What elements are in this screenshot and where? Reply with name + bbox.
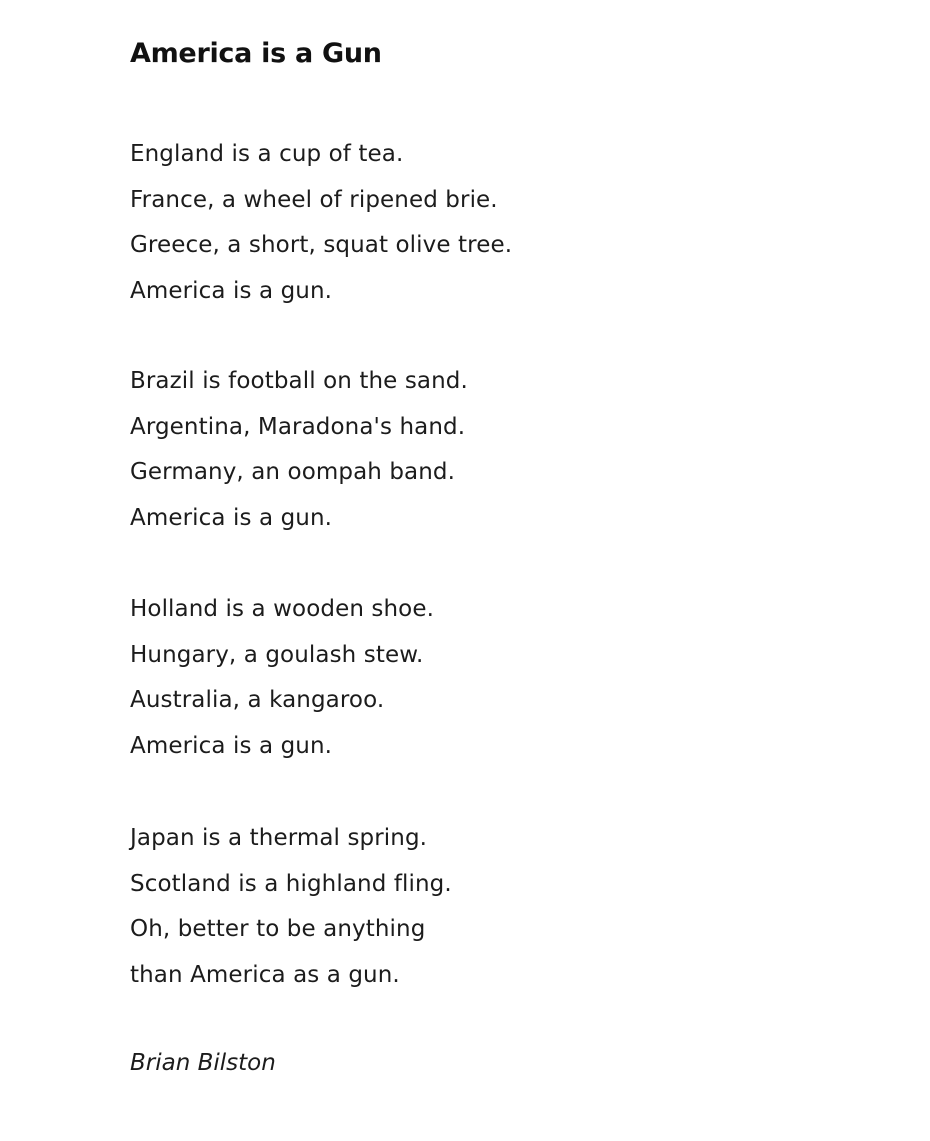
stanza-2 — [130, 364, 468, 546]
poem-line: Argentina, Maradona's hand. — [130, 413, 466, 440]
poem-line: Germany, an oompah band. — [130, 459, 456, 485]
poem-line: France, a wheel of ripened brie. — [130, 186, 498, 213]
poem-line: Holland is a wooden shoe. — [130, 596, 435, 622]
stanza-4 — [130, 821, 452, 1003]
poem-line: Australia, a kangaroo. — [130, 687, 385, 713]
poem-line: Hungary, a goulash stew. — [130, 641, 424, 668]
stanza-3 — [130, 592, 434, 774]
poem-author: Brian Bilston — [130, 1050, 276, 1076]
poem-line: Japan is a thermal spring. — [130, 825, 428, 851]
poem-line: Oh, better to be anything — [130, 916, 426, 942]
poem-line: America is a gun. — [130, 277, 333, 304]
poem-title: America is a Gun — [130, 38, 382, 69]
poem-line: England is a cup of tea. — [130, 141, 404, 167]
stanza-1 — [130, 137, 512, 319]
poem-line: America is a gun. — [130, 732, 333, 759]
poem-line: Scotland is a highland fling. — [130, 870, 452, 897]
poem-line: America is a gun. — [130, 504, 333, 531]
poem-line: Brazil is football on the sand. — [130, 368, 468, 394]
poem-line: than America as a gun. — [130, 961, 400, 988]
poem-line: Greece, a short, squat olive tree. — [130, 232, 513, 258]
